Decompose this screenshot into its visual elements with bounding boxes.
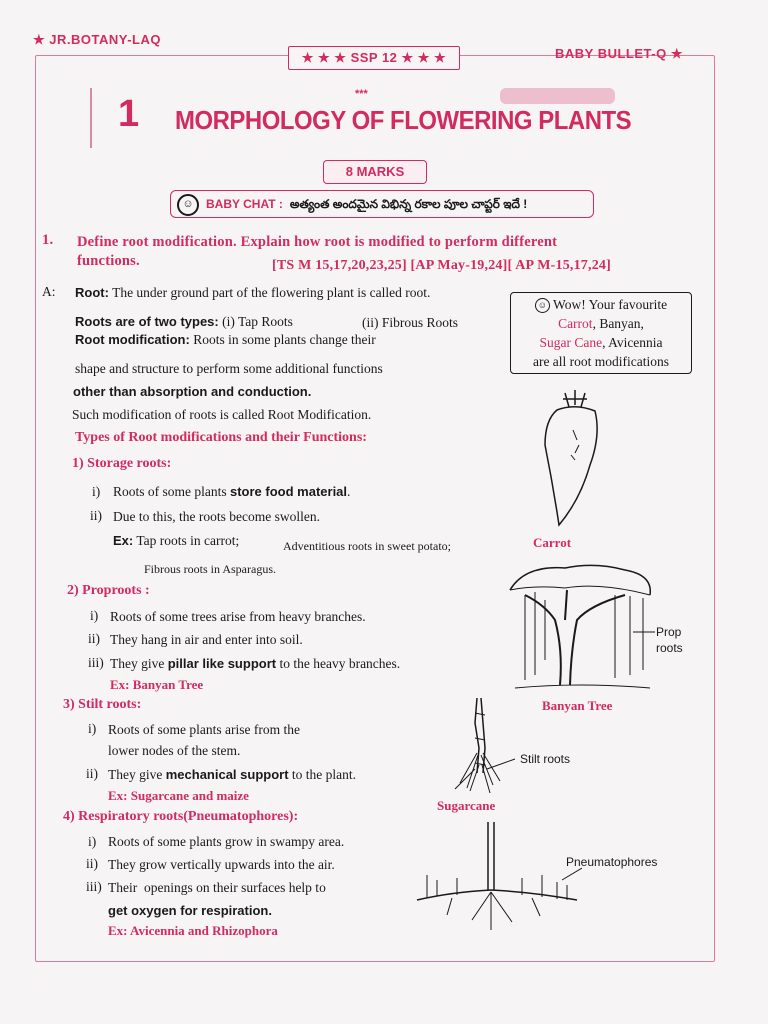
stilt-ii-num: ii)	[86, 766, 98, 781]
wow-line3	[511, 333, 691, 352]
storage-heading: 1) Storage roots:	[72, 456, 172, 471]
root-definition	[75, 285, 430, 301]
banyan-label: Banyan Tree	[542, 698, 613, 713]
smiley-icon-2: ☺	[535, 298, 550, 313]
answer-label: A:	[42, 284, 56, 299]
root-mod-line2: shape and structure to perform some additional functions	[75, 361, 383, 376]
prop-iii-num: iii)	[88, 655, 104, 670]
sugarcane-label: Sugarcane	[437, 798, 496, 813]
root-types-bold: Roots are of two types:	[75, 314, 219, 329]
carrot-illustration	[535, 385, 615, 535]
question-refs: [TS M 15,17,20,23,25] [AP May-19,24][ AP M-15,17,24]	[272, 258, 611, 273]
question-line2: functions.	[77, 253, 140, 269]
resp-heading: 4) Respiratory roots(Pneumatophores):	[63, 809, 299, 824]
root-mod-line3: other than absorption and conduction.	[73, 384, 312, 399]
prop-i-num: i)	[90, 608, 99, 623]
storage-ex-text: Tap roots in carrot;	[133, 533, 240, 548]
baby-chat-box	[170, 190, 594, 218]
pneumatophores-label: Pneumatophores	[566, 855, 658, 869]
wow-carrot: Carrot	[558, 316, 593, 331]
prop-iii-text: They give	[110, 656, 168, 671]
resp-ex: Ex: Avicennia and Rhizophora	[108, 923, 278, 938]
stilt-ii-text: They give	[108, 767, 166, 782]
prop-i: Roots of some trees arise from heavy branches.	[110, 609, 366, 624]
root-mod-text: Roots in some plants change their	[189, 332, 376, 347]
prop-iii-bold: pillar like support	[167, 656, 277, 671]
stilt-heading: 3) Stilt roots:	[63, 697, 142, 712]
stilt-i-num: i)	[88, 721, 97, 736]
prop-roots-label-2: roots	[656, 641, 683, 655]
root-types-2: (ii) Fibrous Roots	[362, 315, 459, 330]
storage-ii: Due to this, the roots become swollen.	[113, 509, 320, 524]
header-left: ★ JR.BOTANY-LAQ	[33, 32, 161, 47]
title-stars: ***	[355, 88, 368, 100]
resp-iii: Their openings on their surfaces help to	[108, 880, 326, 895]
prop-roots-label-1: Prop	[656, 625, 682, 639]
carrot-label: Carrot	[533, 535, 572, 550]
prop-ii-num: ii)	[88, 631, 100, 646]
root-def-bold: Root:	[75, 285, 109, 300]
stilt-ii-bold: mechanical support	[165, 767, 289, 782]
chapter-decor-bar	[90, 88, 95, 148]
resp-ii-num: ii)	[86, 856, 98, 871]
header-right: BABY BULLET-Q ★	[555, 46, 683, 61]
resp-iii-2: get oxygen for respiration.	[108, 903, 272, 918]
stilt-roots-label: Stilt roots	[520, 752, 571, 766]
types-heading: Types of Root modifications and their Functions:	[75, 430, 367, 445]
wow-line1	[511, 295, 691, 314]
stilt-ex: Ex: Sugarcane and maize	[108, 788, 249, 803]
baby-chat-label: BABY CHAT :	[206, 197, 283, 211]
smiley-icon: ☺	[177, 194, 199, 216]
storage-ii-num: ii)	[90, 508, 102, 523]
root-types	[75, 314, 293, 330]
baby-chat-text: అత్యంత అందమైన విభిన్న రకాల పూల చాప్టర్ ఇదే !	[289, 197, 528, 211]
storage-ex-label: Ex:	[113, 533, 134, 548]
resp-iii-num: iii)	[86, 879, 102, 894]
root-def-text: The under ground part of the flowering plant is called root.	[108, 285, 431, 300]
root-types-1: (i) Tap Roots	[218, 314, 293, 329]
root-mod	[75, 332, 376, 348]
storage-i-bold: store food material	[230, 484, 348, 499]
stilt-ii	[108, 767, 356, 783]
question-line1: Define root modification. Explain how root is modified to perform different	[77, 234, 558, 250]
wow-line4: are all root modifications	[532, 354, 670, 369]
wow-line2	[511, 314, 691, 333]
chapter-number: 1	[118, 93, 140, 135]
wow-line3-rest: , Avicennia	[602, 335, 663, 350]
wow-line2-rest: , Banyan,	[592, 316, 644, 331]
pneumatophores-illustration	[412, 820, 582, 950]
storage-ex	[113, 533, 239, 549]
prop-ex: Ex: Banyan Tree	[110, 677, 204, 692]
storage-ex-3: Fibrous roots in Asparagus.	[144, 562, 276, 576]
resp-ii: They grow vertically upwards into the air.	[108, 857, 335, 872]
storage-i-num: i)	[92, 484, 101, 499]
prop-ii: They hang in air and enter into soil.	[110, 632, 303, 647]
question-number: 1.	[42, 232, 54, 248]
wow-line1-text: Wow! Your favourite	[553, 297, 668, 312]
storage-i-end: .	[347, 484, 351, 499]
root-mod-line4: Such modification of roots is called Root Modification.	[72, 407, 372, 422]
proproots-heading: 2) Proproots :	[67, 583, 150, 598]
banyan-tree-illustration	[505, 560, 655, 695]
sugarcane-illustration	[445, 693, 520, 798]
prop-iii-end: to the heavy branches.	[276, 656, 401, 671]
stilt-i-2: lower nodes of the stem.	[108, 743, 241, 758]
resp-i-num: i)	[88, 834, 97, 849]
marks-badge: 8 MARKS	[323, 160, 427, 184]
stilt-i: Roots of some plants arise from the	[108, 722, 300, 737]
prop-iii	[110, 656, 400, 672]
resp-i: Roots of some plants grow in swampy area.	[108, 834, 345, 849]
root-mod-bold: Root modification:	[75, 332, 190, 347]
header-center: ★ ★ ★ SSP 12 ★ ★ ★	[288, 46, 460, 70]
storage-ex-2: Adventitious roots in sweet potato;	[283, 539, 451, 553]
chapter-title: MORPHOLOGY OF FLOWERING PLANTS	[175, 105, 632, 135]
stilt-ii-end: to the plant.	[288, 767, 357, 782]
title-tab-decor	[500, 88, 615, 104]
wow-box	[510, 292, 692, 374]
wow-sugarcane: Sugar Cane	[539, 335, 603, 350]
storage-i	[113, 484, 350, 500]
storage-i-text: Roots of some plants	[113, 484, 230, 499]
